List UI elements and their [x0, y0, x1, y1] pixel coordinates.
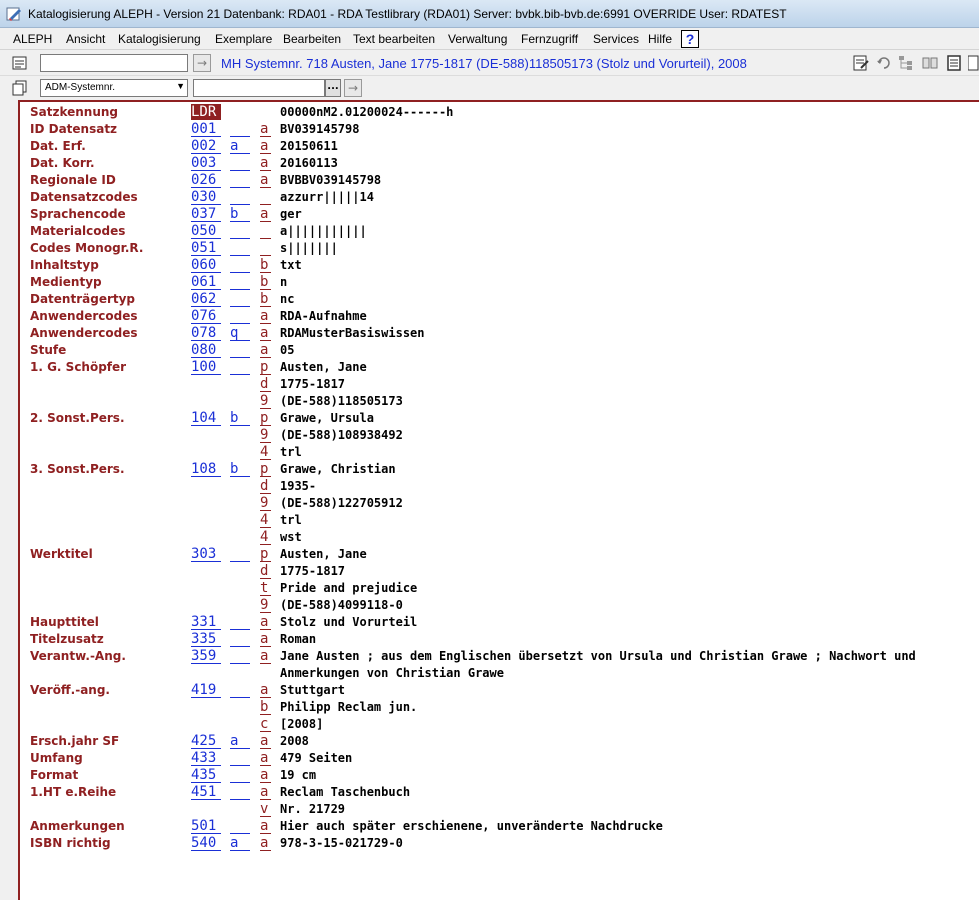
field-row[interactable]: [0, 172, 979, 189]
field-row[interactable]: [0, 699, 979, 716]
field-row[interactable]: [0, 427, 979, 444]
field-indicator[interactable]: [230, 308, 250, 324]
field-value[interactable]: 479 Seiten: [280, 751, 353, 765]
field-value[interactable]: 2008: [280, 734, 309, 748]
field-label: Anwendercodes: [30, 326, 138, 340]
field-label: Format: [30, 768, 79, 782]
field-row[interactable]: [0, 257, 979, 274]
field-tag[interactable]: 051: [191, 240, 221, 256]
field-indicator[interactable]: [230, 223, 250, 239]
refresh-icon[interactable]: [876, 55, 892, 71]
field-row[interactable]: [0, 495, 979, 512]
field-value[interactable]: s|||||||: [280, 241, 338, 255]
field-label: Veröff.-ang.: [30, 683, 110, 697]
field-value[interactable]: Jane Austen ; aus dem Englischen übersetzt von Ursula und Christian Grawe ; Nachwort und Anmerkungen von Christian Grawe: [280, 649, 916, 680]
field-row[interactable]: [0, 716, 979, 733]
field-tag[interactable]: 451: [191, 784, 221, 800]
field-label: Anmerkungen: [30, 819, 125, 833]
field-row[interactable]: [0, 784, 979, 801]
subfield-code[interactable]: d: [260, 478, 271, 494]
field-indicator[interactable]: [230, 682, 250, 698]
field-row[interactable]: [0, 410, 979, 427]
field-label: ID Datensatz: [30, 122, 118, 136]
field-row[interactable]: [0, 767, 979, 784]
field-value[interactable]: 05: [280, 343, 295, 357]
field-value[interactable]: nc: [280, 292, 295, 306]
menu-verwaltung[interactable]: Verwaltung: [448, 32, 508, 46]
copy-record-icon[interactable]: [12, 80, 28, 96]
field-tag[interactable]: 078: [191, 325, 221, 341]
field-tag[interactable]: 062: [191, 291, 221, 307]
subfield-code[interactable]: a: [260, 172, 271, 188]
menu-services[interactable]: Services: [593, 32, 640, 46]
field-indicator[interactable]: [230, 631, 250, 647]
subfield-code[interactable]: p: [260, 546, 271, 562]
field-tag[interactable]: LDR: [191, 104, 221, 120]
subfield-code[interactable]: a: [260, 784, 271, 800]
subfield-code[interactable]: a: [260, 138, 271, 154]
field-label: Verantw.-Ang.: [30, 649, 126, 663]
field-tag[interactable]: 501: [191, 818, 221, 834]
field-tag[interactable]: 037: [191, 206, 221, 222]
field-value[interactable]: 20160113: [280, 156, 338, 170]
menu-hilfe[interactable]: Hilfe: [648, 32, 673, 46]
list-document-icon[interactable]: [946, 55, 962, 71]
field-value[interactable]: Grawe, Christian: [280, 462, 396, 476]
field-label: Werktitel: [30, 547, 93, 561]
subfield-code[interactable]: p: [260, 359, 271, 375]
subfield-code[interactable]: t: [260, 580, 271, 596]
search-go-button[interactable]: →: [193, 54, 211, 72]
field-label: 2. Sonst.Pers.: [30, 411, 125, 425]
field-value[interactable]: a|||||||||||: [280, 224, 367, 238]
field-row[interactable]: [0, 512, 979, 529]
field-label: Dat. Erf.: [30, 139, 86, 153]
field-value[interactable]: (DE-588)118505173: [280, 394, 403, 408]
field-row[interactable]: [0, 121, 979, 138]
field-label: Inhaltstyp: [30, 258, 99, 272]
subfield-code[interactable]: a: [260, 648, 271, 664]
field-label: 3. Sonst.Pers.: [30, 462, 125, 476]
pane-border-top: [18, 100, 979, 102]
subfield-code[interactable]: a: [260, 325, 271, 341]
field-value[interactable]: RDAMusterBasiswissen: [280, 326, 425, 340]
field-value[interactable]: Roman: [280, 632, 317, 646]
field-label: Stufe: [30, 343, 67, 357]
field-label: Satzkennung: [30, 105, 119, 119]
aleph-app-icon: [6, 6, 22, 22]
subfield-code[interactable]: p: [260, 461, 271, 477]
field-tag[interactable]: 419: [191, 682, 221, 698]
subfield-code[interactable]: [260, 223, 271, 239]
field-indicator[interactable]: [230, 784, 250, 800]
field-row[interactable]: [0, 342, 979, 359]
field-row[interactable]: [0, 104, 979, 121]
field-indicator[interactable]: [230, 240, 250, 256]
subfield-code[interactable]: c: [260, 716, 271, 732]
field-indicator[interactable]: b: [230, 461, 250, 477]
field-value[interactable]: 19 cm: [280, 768, 317, 782]
field-value[interactable]: Stuttgart: [280, 683, 346, 697]
field-tag[interactable]: 003: [191, 155, 221, 171]
help-button[interactable]: ?: [681, 30, 699, 48]
field-tag[interactable]: 540: [191, 835, 221, 851]
field-indicator[interactable]: [230, 648, 250, 664]
field-row[interactable]: [0, 597, 979, 614]
menu-bearbeiten[interactable]: Bearbeiten: [283, 32, 342, 46]
field-indicator[interactable]: [230, 189, 250, 205]
field-value[interactable]: txt: [280, 258, 302, 272]
subfield-code[interactable]: b: [260, 699, 271, 715]
field-indicator[interactable]: [230, 359, 250, 375]
subfield-code[interactable]: v: [260, 801, 271, 817]
field-label: Regionale ID: [30, 173, 116, 187]
subfield-code[interactable]: 9: [260, 427, 271, 443]
window-title: Katalogisierung ALEPH - Version 21 Datenbank: RDA01 - RDA Testlibrary (RDA01) Server: bvbk.bib-bvb.de:6991 OVERRIDE User: RDATEST: [28, 7, 787, 21]
field-value[interactable]: 1935-: [280, 479, 317, 493]
field-label: Materialcodes: [30, 224, 126, 238]
subfield-code[interactable]: 4: [260, 529, 271, 545]
field-value[interactable]: 978-3-15-021729-0: [280, 836, 403, 850]
field-value[interactable]: 1775-1817: [280, 564, 346, 578]
field-value[interactable]: Grawe, Ursula: [280, 411, 374, 425]
field-row[interactable]: [0, 835, 979, 852]
field-row[interactable]: [0, 444, 979, 461]
field-value[interactable]: Philipp Reclam jun.: [280, 700, 418, 714]
field-tag[interactable]: 026: [191, 172, 221, 188]
subfield-code[interactable]: a: [260, 206, 271, 222]
field-tag[interactable]: 303: [191, 546, 221, 562]
field-tag[interactable]: 425: [191, 733, 221, 749]
marc-field-list: [0, 104, 979, 852]
subfield-code[interactable]: b: [260, 274, 271, 290]
field-label: Sprachencode: [30, 207, 126, 221]
field-value[interactable]: Stolz und Vorurteil: [280, 615, 418, 629]
index-select[interactable]: [40, 79, 188, 97]
next-icon[interactable]: [968, 55, 979, 71]
subfield-code[interactable]: b: [260, 257, 271, 273]
menu-katalogisierung[interactable]: Katalogisierung: [118, 32, 201, 46]
field-value[interactable]: Hier auch später erschienene, unveränderte Nachdrucke: [280, 819, 663, 833]
field-value[interactable]: azzurr|||||14: [280, 190, 374, 204]
menu-aleph[interactable]: ALEPH: [13, 32, 53, 46]
book-icon[interactable]: [922, 55, 938, 71]
subfield-code[interactable]: 4: [260, 444, 271, 460]
field-value[interactable]: Pride and prejudice: [280, 581, 418, 595]
subfield-code[interactable]: a: [260, 750, 271, 766]
field-tag[interactable]: 050: [191, 223, 221, 239]
subfield-code[interactable]: a: [260, 155, 271, 171]
menu-fernzugriff[interactable]: Fernzugriff: [521, 32, 579, 46]
field-label: Haupttitel: [30, 615, 99, 629]
field-row[interactable]: [0, 359, 979, 376]
field-row[interactable]: [0, 750, 979, 767]
field-value[interactable]: RDA-Aufnahme: [280, 309, 367, 323]
field-row[interactable]: [0, 818, 979, 835]
field-indicator[interactable]: [230, 818, 250, 834]
field-label: Anwendercodes: [30, 309, 138, 323]
field-value[interactable]: (DE-588)108938492: [280, 428, 403, 442]
menu-exemplare[interactable]: Exemplare: [215, 32, 273, 46]
menu-bar: [0, 28, 979, 50]
field-indicator[interactable]: [230, 291, 250, 307]
field-label: ISBN richtig: [30, 836, 111, 850]
catalog-card-icon[interactable]: [12, 55, 28, 71]
field-label: Medientyp: [30, 275, 102, 289]
field-label: Ersch.jahr SF: [30, 734, 120, 748]
title-bar: [0, 0, 979, 28]
field-value[interactable]: (DE-588)4099118-0: [280, 598, 403, 612]
field-row[interactable]: [0, 325, 979, 342]
field-indicator[interactable]: q: [230, 325, 250, 341]
field-value[interactable]: 1775-1817: [280, 377, 346, 391]
field-indicator[interactable]: [230, 546, 250, 562]
field-tag[interactable]: 100: [191, 359, 221, 375]
field-label: Titelzusatz: [30, 632, 104, 646]
subfield-code[interactable]: b: [260, 291, 271, 307]
field-indicator[interactable]: a: [230, 835, 250, 851]
index-value-input[interactable]: [193, 79, 325, 97]
field-tag[interactable]: 108: [191, 461, 221, 477]
field-row[interactable]: [0, 223, 979, 240]
subfield-code[interactable]: d: [260, 376, 271, 392]
field-value[interactable]: BVBBV039145798: [280, 173, 382, 187]
subfield-code[interactable]: 4: [260, 512, 271, 528]
field-value[interactable]: Austen, Jane: [280, 360, 367, 374]
field-row[interactable]: [0, 274, 979, 291]
field-value[interactable]: Nr. 21729: [280, 802, 346, 816]
subfield-code[interactable]: a: [260, 767, 271, 783]
subfield-code[interactable]: a: [260, 308, 271, 324]
chevron-down-icon: ▼: [176, 81, 185, 91]
field-row[interactable]: [0, 393, 979, 410]
field-value[interactable]: [2008]: [280, 717, 324, 731]
subfield-code[interactable]: a: [260, 121, 271, 137]
index-select-value: ADM-Systemnr.: [45, 82, 116, 93]
field-indicator[interactable]: a: [230, 138, 250, 154]
field-label: 1. G. Schöpfer: [30, 360, 127, 374]
subfield-code[interactable]: d: [260, 563, 271, 579]
field-value[interactable]: trl: [280, 445, 302, 459]
field-value[interactable]: 00000nM2.01200024------h: [280, 105, 454, 119]
field-label: Datensatzcodes: [30, 190, 138, 204]
field-value[interactable]: n: [280, 275, 288, 289]
subfield-code[interactable]: a: [260, 682, 271, 698]
field-label: Umfang: [30, 751, 83, 765]
field-indicator[interactable]: [230, 274, 250, 290]
field-row[interactable]: [0, 733, 979, 750]
field-row[interactable]: [0, 563, 979, 580]
field-value[interactable]: BV039145798: [280, 122, 360, 136]
field-row[interactable]: [0, 291, 979, 308]
subfield-code[interactable]: p: [260, 410, 271, 426]
field-label: 1.HT e.Reihe: [30, 785, 117, 799]
subfield-code[interactable]: a: [260, 733, 271, 749]
field-indicator[interactable]: [230, 614, 250, 630]
field-value[interactable]: ger: [280, 207, 302, 221]
subfield-code[interactable]: a: [260, 818, 271, 834]
subfield-code[interactable]: [260, 240, 271, 256]
field-indicator[interactable]: b: [230, 206, 250, 222]
field-indicator[interactable]: a: [230, 733, 250, 749]
search-input[interactable]: [40, 54, 188, 72]
field-row[interactable]: [0, 529, 979, 546]
field-value[interactable]: 20150611: [280, 139, 338, 153]
field-tag[interactable]: 061: [191, 274, 221, 290]
subfield-code[interactable]: [260, 189, 271, 205]
subfield-code[interactable]: a: [260, 631, 271, 647]
field-indicator[interactable]: [230, 767, 250, 783]
field-label: Dat. Korr.: [30, 156, 95, 170]
field-tag[interactable]: 080: [191, 342, 221, 358]
field-indicator[interactable]: [230, 172, 250, 188]
subfield-code[interactable]: 9: [260, 597, 271, 613]
field-row[interactable]: [0, 308, 979, 325]
field-value[interactable]: Reclam Taschenbuch: [280, 785, 411, 799]
field-tag[interactable]: 002: [191, 138, 221, 154]
record-title: MH Systemnr. 718 Austen, Jane 1775-1817 (DE-588)118505173 (Stolz und Vorurteil), 2008: [221, 56, 747, 71]
field-row[interactable]: [0, 461, 979, 478]
field-row[interactable]: [0, 801, 979, 818]
field-row[interactable]: [0, 240, 979, 257]
field-row[interactable]: [0, 648, 979, 682]
field-indicator[interactable]: [230, 750, 250, 766]
field-row[interactable]: [0, 138, 979, 155]
field-row[interactable]: [0, 376, 979, 393]
field-indicator[interactable]: [230, 121, 250, 137]
field-value[interactable]: (DE-588)122705912: [280, 496, 403, 510]
subfield-code[interactable]: a: [260, 342, 271, 358]
field-row[interactable]: [0, 580, 979, 597]
field-value[interactable]: trl: [280, 513, 302, 527]
field-tag[interactable]: 104: [191, 410, 221, 426]
field-tag[interactable]: 331: [191, 614, 221, 630]
menu-text-bearbeiten[interactable]: Text bearbeiten: [353, 32, 436, 46]
field-indicator[interactable]: b: [230, 410, 250, 426]
field-tag[interactable]: 433: [191, 750, 221, 766]
field-indicator[interactable]: [230, 342, 250, 358]
field-indicator[interactable]: [230, 155, 250, 171]
subfield-code[interactable]: 9: [260, 393, 271, 409]
tree-view-icon[interactable]: [898, 55, 914, 71]
field-label: Codes Monogr.R.: [30, 241, 144, 255]
field-row[interactable]: [0, 206, 979, 223]
field-row[interactable]: [0, 614, 979, 631]
menu-ansicht[interactable]: Ansicht: [66, 32, 106, 46]
subfield-code[interactable]: a: [260, 614, 271, 630]
field-tag[interactable]: 060: [191, 257, 221, 273]
subfield-code[interactable]: a: [260, 835, 271, 851]
field-indicator[interactable]: [230, 257, 250, 273]
subfield-code[interactable]: 9: [260, 495, 271, 511]
field-row[interactable]: [0, 189, 979, 206]
field-row[interactable]: [0, 478, 979, 495]
field-value[interactable]: Austen, Jane: [280, 547, 367, 561]
field-row[interactable]: [0, 682, 979, 699]
field-tag[interactable]: 001: [191, 121, 221, 137]
field-tag[interactable]: 076: [191, 308, 221, 324]
field-tag[interactable]: 335: [191, 631, 221, 647]
index-go-button[interactable]: →: [344, 79, 362, 97]
field-value[interactable]: wst: [280, 530, 302, 544]
field-row[interactable]: [0, 155, 979, 172]
field-row[interactable]: [0, 631, 979, 648]
field-tag[interactable]: 435: [191, 767, 221, 783]
field-label: Datenträgertyp: [30, 292, 136, 306]
field-row[interactable]: [0, 546, 979, 563]
edit-record-icon[interactable]: [853, 55, 869, 71]
browse-button[interactable]: ...: [325, 79, 341, 97]
field-tag[interactable]: 359: [191, 648, 221, 664]
field-tag[interactable]: 030: [191, 189, 221, 205]
